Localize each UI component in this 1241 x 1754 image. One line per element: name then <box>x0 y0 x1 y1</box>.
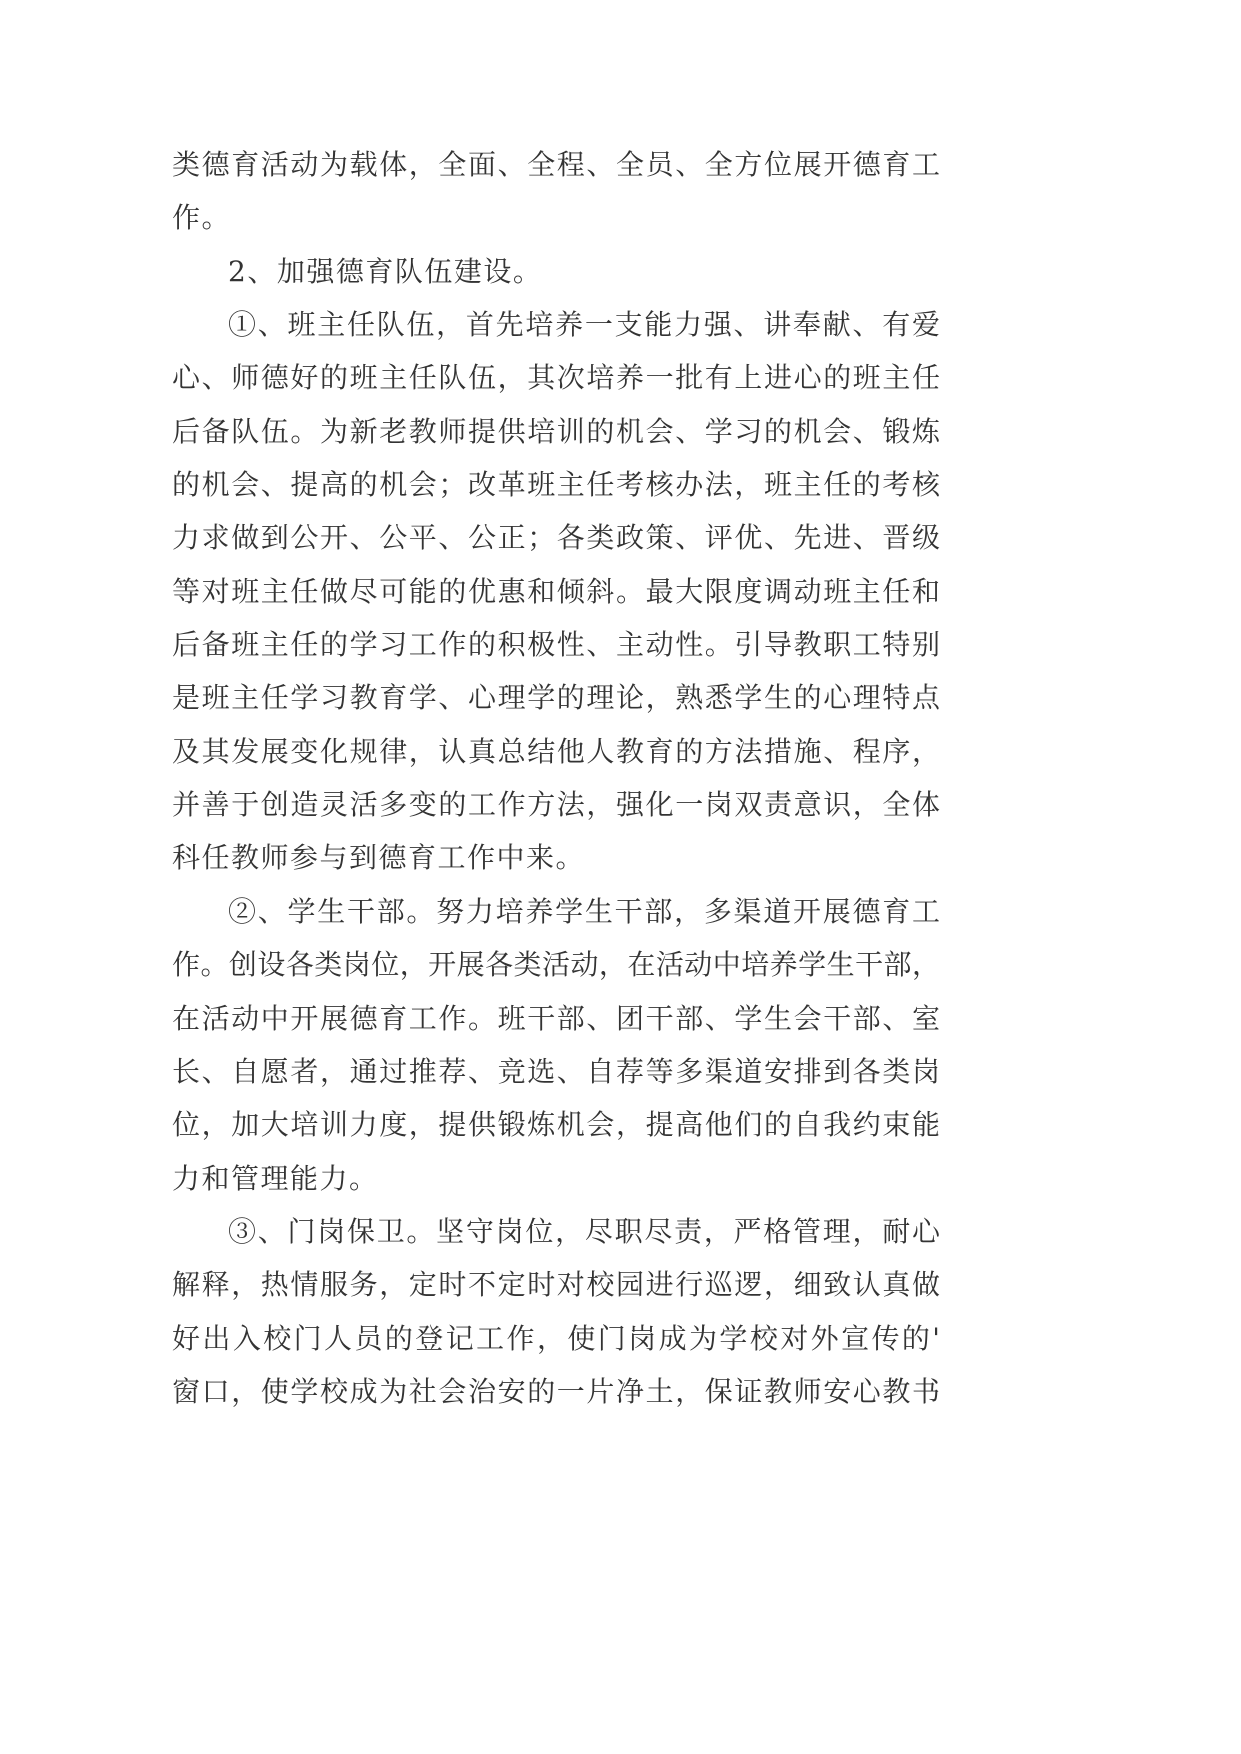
text-line: 力求做到公开、公平、公正；各类政策、评优、先进、晋级 <box>172 521 940 555</box>
text-line: 长、自愿者，通过推荐、竞选、自荐等多渠道安排到各类岗 <box>172 1054 940 1088</box>
text-line: 等对班主任做尽可能的优惠和倾斜。最大限度调动班主任和 <box>172 574 940 608</box>
text-line: 并善于创造灵活多变的工作方法，强化一岗双责意识，全体 <box>172 788 940 822</box>
document-body <box>172 138 940 1418</box>
text-line: ②、学生干部。努力培养学生干部，多渠道开展德育工 <box>228 894 940 928</box>
text-line: 是班主任学习教育学、心理学的理论，熟悉学生的心理特点 <box>172 681 940 715</box>
text-line: 心、师德好的班主任队伍，其次培养一批有上进心的班主任 <box>172 361 940 395</box>
text-line: 力和管理能力。 <box>172 1161 379 1195</box>
text-line: ③、门岗保卫。坚守岗位，尽职尽责，严格管理，耐心 <box>228 1214 940 1248</box>
text-line: 作。 <box>172 201 232 235</box>
text-line: ①、班主任队伍，首先培养一支能力强、讲奉献、有爱 <box>228 308 940 342</box>
text-line: 在活动中开展德育工作。班干部、团干部、学生会干部、室 <box>172 1001 940 1035</box>
text-line: 后备队伍。为新老教师提供培训的机会、学习的机会、锻炼 <box>172 414 940 448</box>
text-line: 解释，热情服务，定时不定时对校园进行巡逻，细致认真做 <box>172 1268 940 1302</box>
text-line: 作。创设各类岗位，开展各类活动，在活动中培养学生干部， <box>172 948 940 982</box>
text-line: 好出入校门人员的登记工作，使门岗成为学校对外宣传的' <box>172 1321 940 1355</box>
text-line: 位，加大培训力度，提供锻炼机会，提高他们的自我约束能 <box>172 1108 940 1142</box>
section-heading: 2、加强德育队伍建设。 <box>228 254 543 288</box>
text-line: 类德育活动为载体，全面、全程、全员、全方位展开德育工 <box>172 148 940 181</box>
text-line: 后备班主任的学习工作的积极性、主动性。引导教职工特别 <box>172 628 940 662</box>
text-line: 窗口，使学校成为社会治安的一片净土，保证教师安心教书 <box>172 1374 940 1408</box>
text-line: 及其发展变化规律，认真总结他人教育的方法措施、程序， <box>172 734 940 768</box>
text-line: 科任教师参与到德育工作中来。 <box>172 841 586 875</box>
text-line: 的机会、提高的机会；改革班主任考核办法，班主任的考核 <box>172 468 940 502</box>
